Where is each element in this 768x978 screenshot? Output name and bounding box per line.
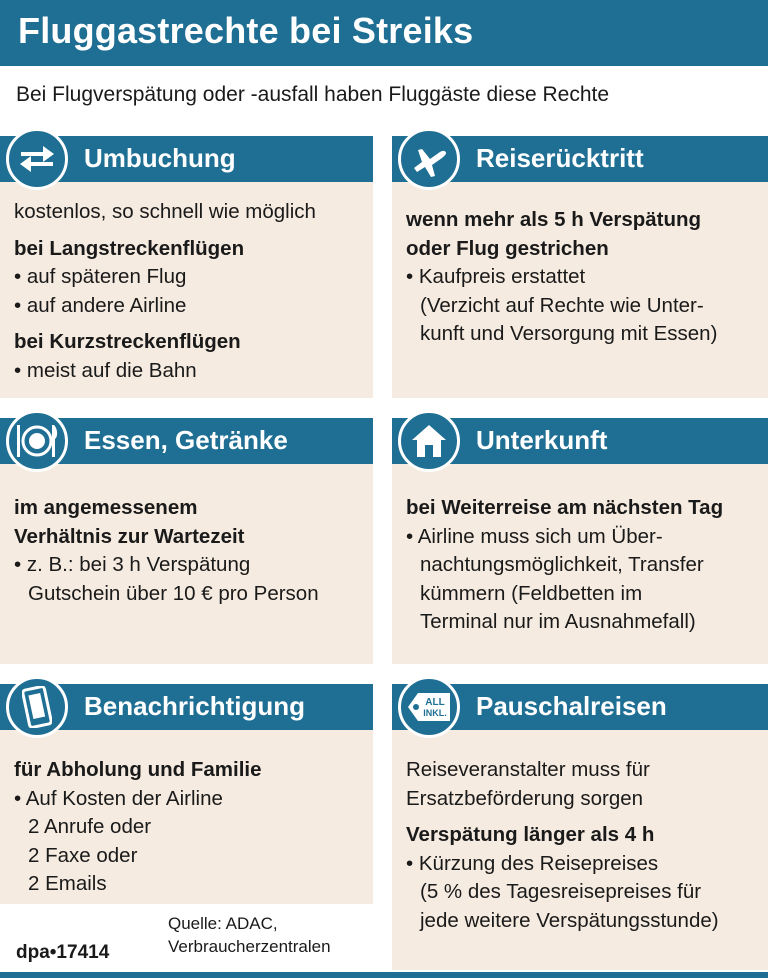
- credit-label: dpa•17414: [16, 942, 110, 963]
- card-heading: Unterkunft: [476, 425, 608, 455]
- card-unterkunft: [392, 418, 768, 664]
- card-body: [406, 206, 758, 349]
- card-subheading: bei Langstreckenflügen: [14, 236, 245, 260]
- icon-text: ALL: [425, 697, 445, 708]
- card-subheading: Verspätung länger als 4 h: [406, 823, 655, 846]
- card-body: [14, 756, 363, 899]
- card-heading: Umbuchung: [84, 143, 236, 173]
- card-subheading: für Abholung und Familie: [14, 758, 262, 781]
- card-list-item: jede weitere Verspätungsstunde): [420, 908, 719, 932]
- source-note: [168, 912, 331, 958]
- card-benachrichtigung: [0, 684, 373, 904]
- card-text: Reiseveranstalter muss für: [406, 758, 650, 781]
- card-body: [14, 494, 363, 608]
- title-bar: [0, 0, 768, 66]
- page-subtitle: Bei Flugverspätung oder -ausfall haben Fluggäste diese Rechte: [16, 83, 610, 106]
- card-heading: Benachrichtigung: [84, 691, 306, 721]
- card-subheading: bei Kurzstreckenflügen: [14, 330, 241, 353]
- airplane-icon: [398, 128, 460, 190]
- card-list-item: kümmern (Feldbetten im: [420, 581, 643, 605]
- card-list-item: • auf späteren Flug: [14, 265, 187, 288]
- card-text: kostenlos, so schnell wie möglich: [14, 200, 316, 223]
- arrows-exchange-icon: [6, 128, 68, 190]
- card-text: Ersatzbeförderung sorgen: [406, 786, 644, 810]
- card-list-item: • Airline muss sich um Über-: [406, 524, 663, 548]
- card-umbuchung: [0, 136, 373, 398]
- all-inclusive-tag-icon: [398, 676, 460, 738]
- icon-text: INKL.: [423, 708, 447, 718]
- card-list-item: (5 % des Tagesreisepreises für: [420, 880, 702, 903]
- card-essen: [0, 418, 373, 664]
- card-heading: Reiserücktritt: [476, 143, 644, 173]
- card-heading: Essen, Getränke: [84, 425, 288, 455]
- card-list-item: • meist auf die Bahn: [14, 358, 197, 382]
- bottom-divider: [0, 972, 768, 978]
- source-line: Verbraucherzentralen: [168, 937, 331, 956]
- card-list-item: nachtungsmöglichkeit, Transfer: [420, 553, 704, 576]
- card-pauschalreisen: [392, 684, 768, 970]
- card-list-item: • Kaufpreis erstattet: [406, 265, 586, 288]
- card-heading: Pauschalreisen: [476, 691, 667, 721]
- card-list-item: 2 Anrufe oder: [28, 815, 152, 838]
- card-list-item: Gutschein über 10 € pro Person: [28, 581, 319, 605]
- source-line: Quelle: ADAC,: [168, 914, 278, 933]
- card-subheading: bei Weiterreise am nächsten Tag: [406, 496, 724, 519]
- card-list-item: 2 Faxe oder: [28, 843, 138, 867]
- card-reiseruecktritt: [392, 136, 768, 398]
- card-list-item: • Auf Kosten der Airline: [14, 786, 223, 810]
- page-title: Fluggastrechte bei Streiks: [18, 10, 474, 51]
- card-subheading: im angemessenem: [14, 496, 198, 519]
- smartphone-icon: [6, 676, 68, 738]
- house-icon: [398, 410, 460, 472]
- card-body: [406, 494, 758, 637]
- card-body: [406, 756, 758, 935]
- card-list-item: • auf andere Airline: [14, 293, 187, 317]
- card-list-item: 2 Emails: [28, 872, 107, 895]
- card-list-item: • z. B.: bei 3 h Verspätung: [14, 553, 251, 576]
- card-body: [14, 198, 363, 385]
- card-subheading: Verhältnis zur Wartezeit: [14, 524, 245, 548]
- card-list-item: (Verzicht auf Rechte wie Unter-: [420, 293, 704, 317]
- card-list-item: kunft und Versorgung mit Essen): [420, 322, 718, 345]
- plate-cutlery-icon: [6, 410, 68, 472]
- card-list-item: Terminal nur im Ausnahmefall): [420, 610, 696, 633]
- card-subheading: wenn mehr als 5 h Verspätung: [406, 208, 702, 231]
- card-list-item: • Kürzung des Reisepreises: [406, 851, 659, 875]
- card-subheading: oder Flug gestrichen: [406, 236, 609, 260]
